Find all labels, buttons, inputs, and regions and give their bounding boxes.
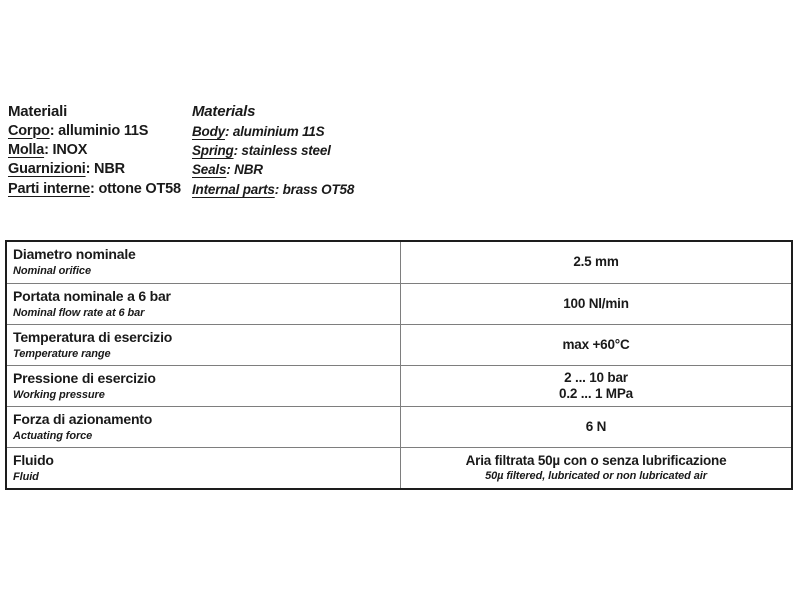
material-value: brass OT58 (282, 181, 355, 197)
colon: : (49, 122, 55, 139)
material-value: INOX (52, 141, 88, 158)
colon: : (224, 123, 230, 139)
spec-label-english: Actuating force (13, 429, 93, 442)
spec-value: 2 ... 10 bar (564, 369, 628, 385)
material-label: Body (192, 123, 225, 139)
spec-label-english: Fluid (13, 470, 39, 483)
spec-row-nominal-orifice (7, 242, 791, 283)
spec-value-cell (400, 325, 791, 365)
material-item-seals-en (192, 160, 382, 179)
material-item-body-en (192, 122, 382, 141)
spec-label-italian: Fluido (13, 452, 54, 468)
material-label: Internal parts (192, 181, 275, 197)
material-item-internal-it (8, 180, 188, 199)
spec-value-cell (400, 448, 791, 488)
spec-label-english: Nominal flow rate at 6 bar (13, 306, 145, 319)
spec-value: Aria filtrata 50µ con o senza lubrificazione (465, 452, 727, 468)
materials-title-english: Materials (192, 103, 256, 120)
spec-label-english: Nominal orifice (13, 264, 91, 277)
spec-label-italian: Pressione di esercizio (13, 370, 156, 386)
spec-row-actuating-force (7, 406, 791, 447)
spec-label-english: Working pressure (13, 388, 105, 401)
material-value: NBR (94, 161, 125, 178)
spec-label-english: Temperature range (13, 347, 111, 360)
spec-value: 6 N (585, 418, 607, 434)
material-label: Seals (192, 162, 227, 178)
spec-row-working-pressure (7, 365, 791, 406)
spec-value: max +60°C (562, 336, 630, 352)
material-label: Molla (8, 141, 45, 158)
spec-row-temperature-range (7, 324, 791, 365)
material-value: NBR (234, 162, 263, 178)
material-value: alluminio 11S (58, 122, 149, 139)
materials-title-italian: Materiali (8, 103, 68, 120)
spec-label-italian: Diametro nominale (13, 246, 136, 262)
material-value: aluminium 11S (232, 123, 325, 139)
spec-label-cell (7, 284, 400, 324)
spec-table (5, 240, 793, 490)
material-label: Parti interne (8, 180, 91, 197)
colon: : (44, 141, 49, 158)
spec-value: 100 Nl/min (563, 295, 629, 311)
material-item-seals-it (8, 160, 188, 179)
material-item-body-it (8, 122, 188, 141)
spec-label-cell (7, 448, 400, 488)
material-label: Spring (192, 142, 234, 158)
spec-row-fluid (7, 447, 791, 488)
spec-label-cell (7, 242, 400, 283)
colon: : (226, 162, 231, 178)
spec-value-cell (400, 242, 791, 283)
spec-label-italian: Temperatura di esercizio (13, 329, 173, 345)
material-item-spring-en (192, 141, 382, 160)
material-value: stainless steel (241, 142, 331, 158)
spec-label-italian: Forza di azionamento (13, 411, 153, 427)
spec-label-italian: Portata nominale a 6 bar (13, 288, 171, 304)
spec-value-cell (400, 284, 791, 324)
colon: : (274, 181, 280, 197)
materials-section-english (192, 102, 382, 199)
material-item-internal-en (192, 180, 382, 199)
spec-value-cell (400, 407, 791, 447)
colon: : (233, 142, 238, 158)
spec-value-cell (400, 366, 791, 406)
spec-value: 2.5 mm (573, 254, 619, 270)
colon: : (90, 180, 95, 197)
materials-section-italian (8, 102, 188, 199)
spec-row-flow-rate (7, 283, 791, 324)
spec-label-cell (7, 366, 400, 406)
material-value: ottone OT58 (98, 180, 181, 197)
material-item-spring-it (8, 141, 188, 160)
spec-label-cell (7, 407, 400, 447)
spec-label-cell (7, 325, 400, 365)
colon: : (85, 161, 91, 178)
material-label: Corpo (8, 122, 50, 139)
spec-value-line2: 0.2 ... 1 MPa (559, 386, 633, 401)
material-label: Guarnizioni (8, 161, 86, 178)
spec-value-sub: 50µ filtered, lubricated or non lubricated air (485, 470, 707, 482)
